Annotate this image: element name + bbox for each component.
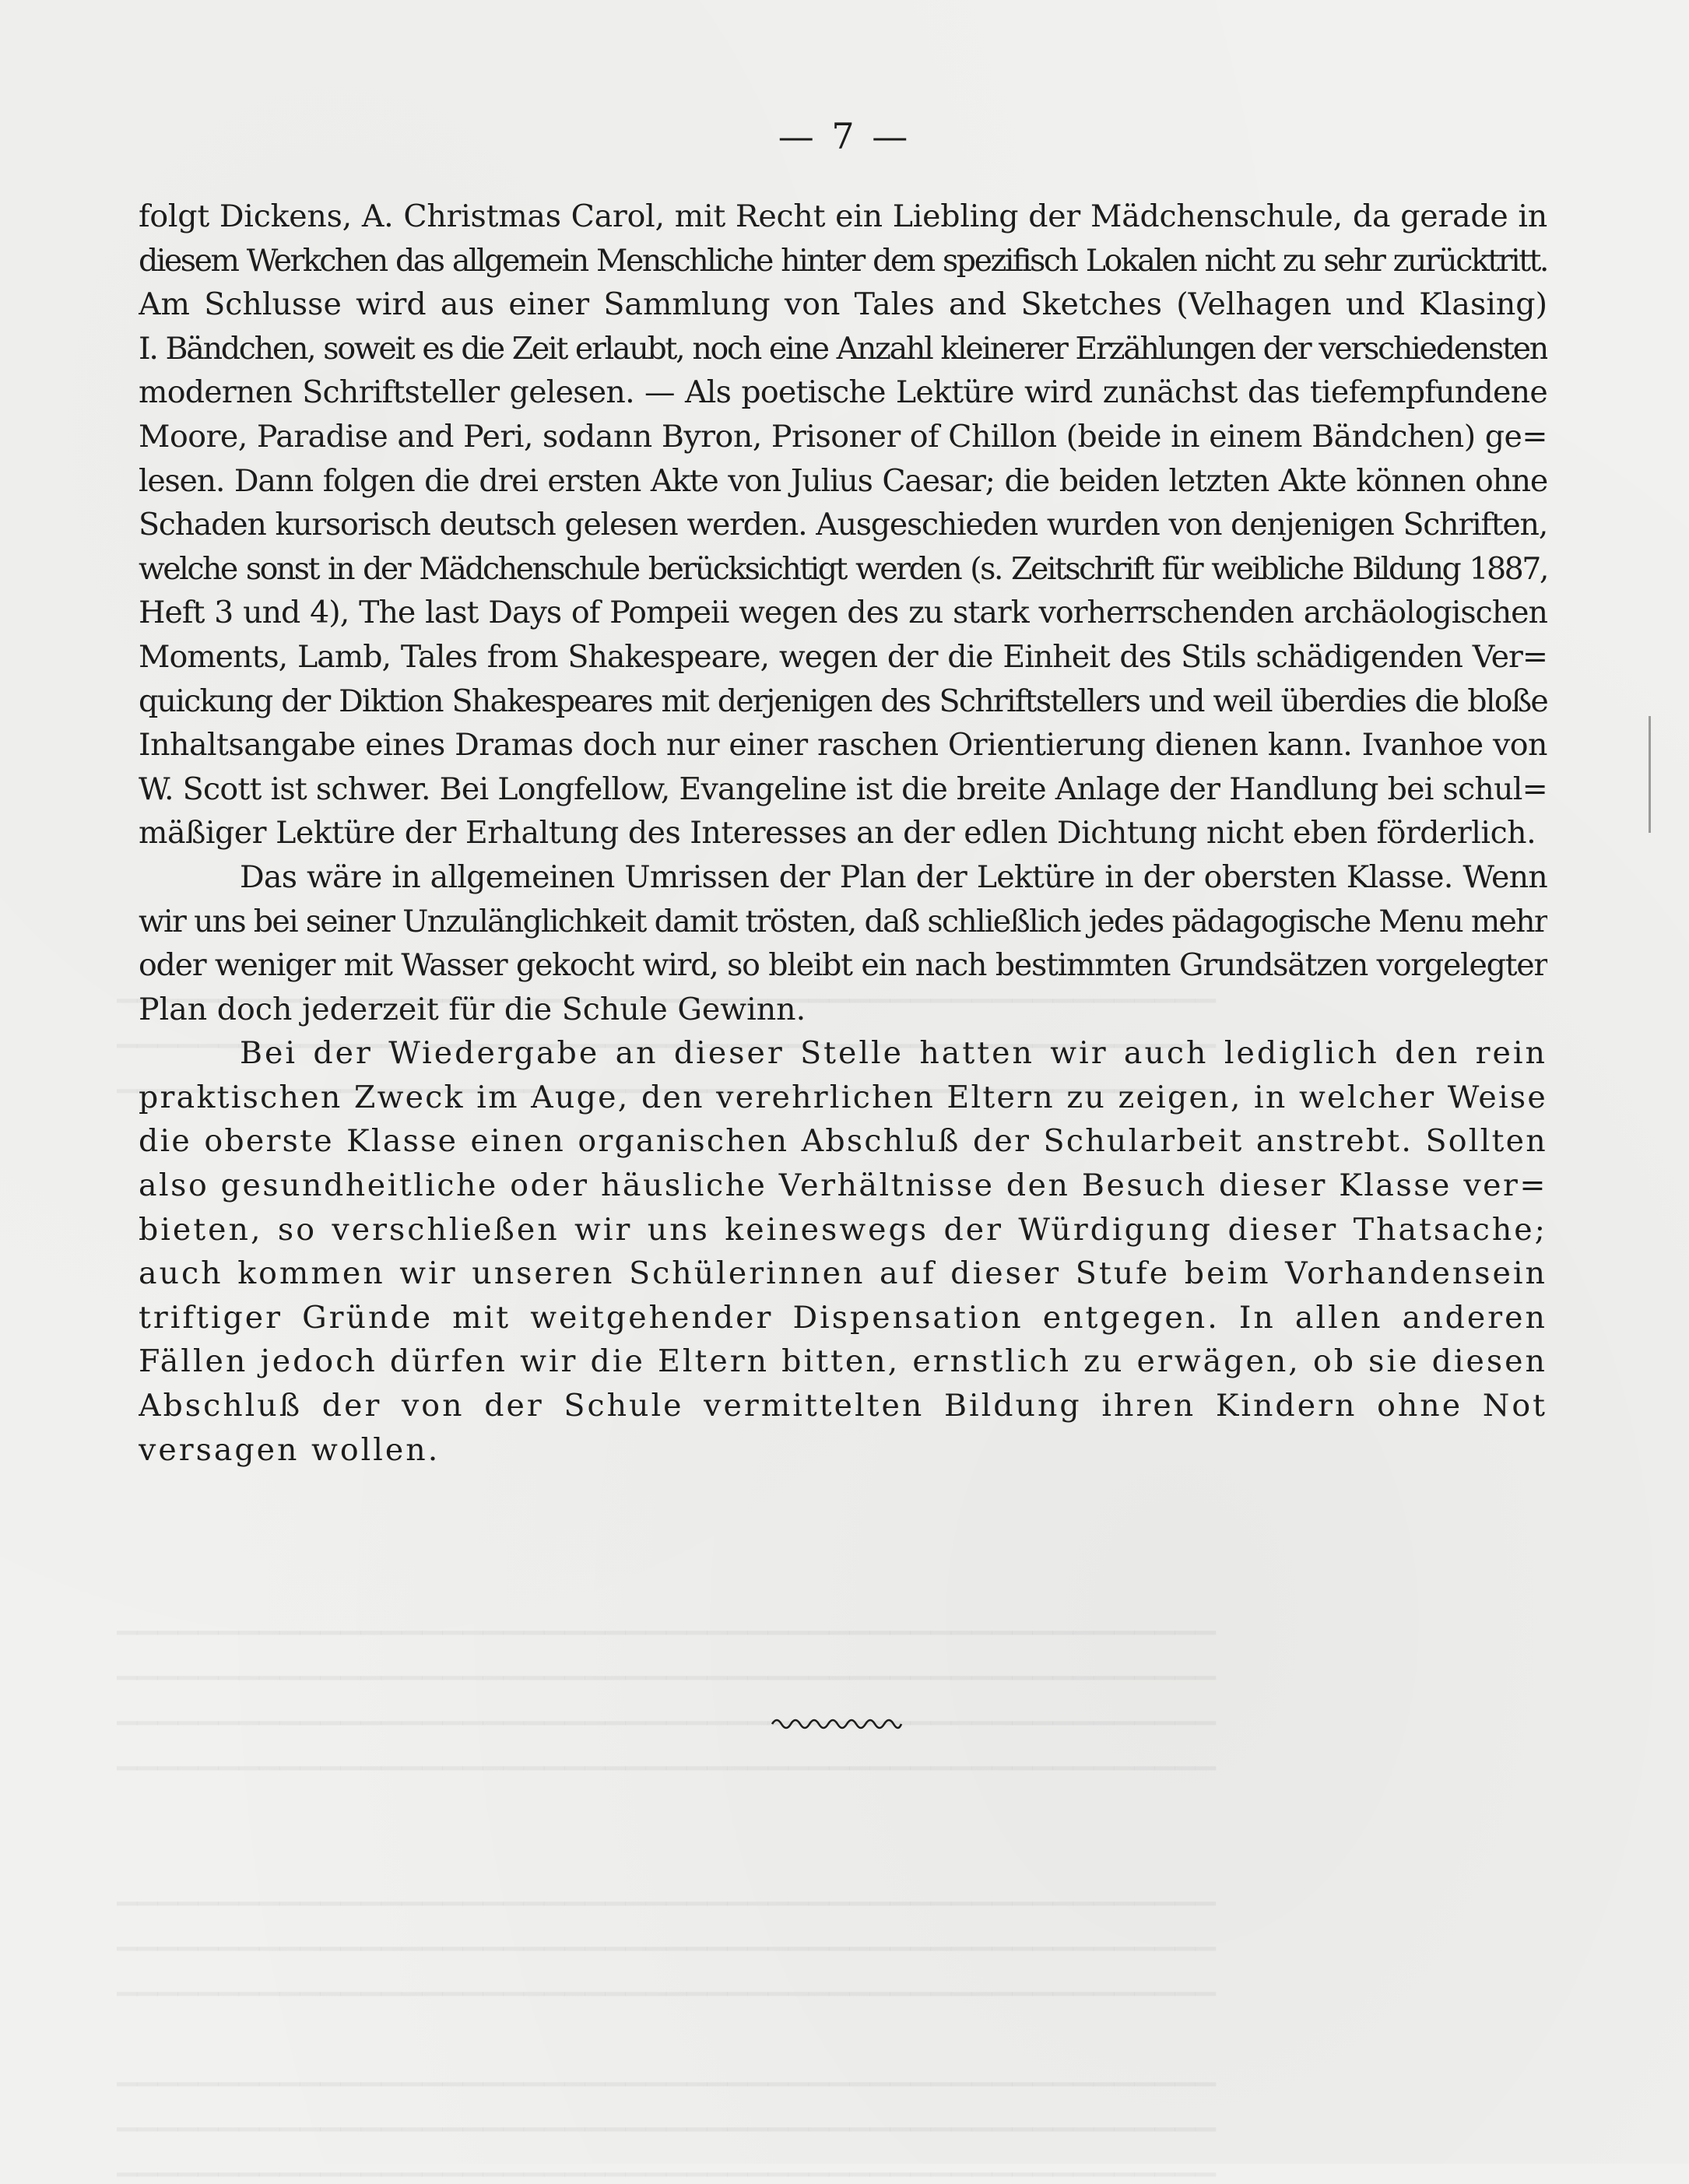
text-line: Schaden kursorisch deutsch gelesen werden. Ausgeschieden wurden von denjenigen Schriften, xyxy=(139,507,1547,543)
wavy-rule-ornament-icon xyxy=(771,1712,903,1736)
text-line: Fällen jedoch dürfen wir die Eltern bitten, ernstlich zu erwägen, ob sie diesen xyxy=(139,1343,1547,1380)
text-line: modernen Schriftsteller gelesen. — Als poetische Lektüre wird zunächst das tiefempfundene xyxy=(139,374,1547,411)
text-line: Inhaltsangabe eines Dramas doch nur einer raschen Orientierung dienen kann. Ivanhoe von xyxy=(139,727,1547,764)
text-line: quickung der Diktion Shakespeares mit derjenigen des Schriftstellers und weil überdies die bloße xyxy=(139,683,1547,719)
text-line: oder weniger mit Wasser gekocht wird, so bleibt ein nach bestimmten Grundsätzen vorgelegter xyxy=(139,947,1547,984)
text-line: folgt Dickens, A. Christmas Carol, mit Recht ein Liebling der Mädchenschule, da gerade in xyxy=(139,198,1547,234)
paragraph-lektuere-plan xyxy=(139,195,1547,855)
text-line: die oberste Klasse einen organischen Abschluß der Schularbeit anstrebt. Sollten xyxy=(139,1123,1547,1160)
text-line: lesen. Dann folgen die drei ersten Akte von Julius Caesar; die beiden letzten Akte können ohne xyxy=(139,462,1547,499)
text-line: Abschluß der von der Schule vermittelten Bildung ihren Kindern ohne Not xyxy=(139,1388,1547,1424)
text-line: Am Schlusse wird aus einer Sammlung von Tales and Sketches (Velhagen und Klasing) xyxy=(139,286,1547,323)
text-line: W. Scott ist schwer. Bei Longfellow, Evangeline ist die breite Anlage der Handlung bei schul= xyxy=(139,771,1547,807)
margin-rule xyxy=(1649,716,1651,833)
paragraph-umrisse xyxy=(139,855,1547,1031)
text-line: diesem Werkchen das allgemein Menschliche hinter dem spezifisch Lokalen nicht zu sehr zurücktritt. xyxy=(139,242,1547,279)
text-line: also gesundheitliche oder häusliche Verhältnisse den Besuch dieser Klasse ver= xyxy=(139,1167,1547,1204)
text-line: Plan doch jederzeit für die Schule Gewinn. xyxy=(139,991,806,1027)
paragraph-spaced-notice xyxy=(139,1031,1547,1472)
body-text xyxy=(139,195,1547,1472)
text-line: Das wäre in allgemeinen Umrissen der Plan der Lektüre in der obersten Klasse. Wenn xyxy=(240,859,1547,895)
text-line: Bei der Wiedergabe an dieser Stelle hatten wir auch lediglich den rein xyxy=(240,1035,1547,1072)
text-line: triftiger Gründe mit weitgehender Dispensation entgegen. In allen anderen xyxy=(139,1299,1547,1336)
text-line: Moments, Lamb, Tales from Shakespeare, wegen der die Einheit des Stils schädigenden Ver= xyxy=(139,638,1547,675)
text-line: Moore, Paradise and Peri, sodann Byron, Prisoner of Chillon (beide in einem Bändchen) ge= xyxy=(139,418,1547,455)
text-line: welche sonst in der Mädchenschule berücksichtigt werden (s. Zeitschrift für weibliche Bildung 1887, xyxy=(139,550,1547,587)
text-line: versagen wollen. xyxy=(139,1431,441,1468)
page-number: — 7 — xyxy=(778,115,911,157)
text-line: mäßiger Lektüre der Erhaltung des Interesses an der edlen Dichtung nicht eben förderlich. xyxy=(139,815,1536,851)
text-line: praktischen Zweck im Auge, den verehrlichen Eltern zu zeigen, in welcher Weise xyxy=(139,1079,1547,1115)
text-line: wir uns bei seiner Unzulänglichkeit damit trösten, daß schließlich jedes pädagogische Menu mehr xyxy=(139,903,1547,939)
text-line: I. Bändchen, soweit es die Zeit erlaubt, noch eine Anzahl kleinerer Erzählungen der verschiedensten xyxy=(139,330,1547,367)
text-line: Heft 3 und 4), The last Days of Pompeii wegen des zu stark vorherrschenden archäologischen xyxy=(139,595,1547,631)
text-line: bieten, so verschließen wir uns keineswegs der Würdigung dieser Thatsache; xyxy=(139,1211,1547,1248)
text-line: auch kommen wir unseren Schülerinnen auf dieser Stufe beim Vorhandensein xyxy=(139,1255,1547,1292)
